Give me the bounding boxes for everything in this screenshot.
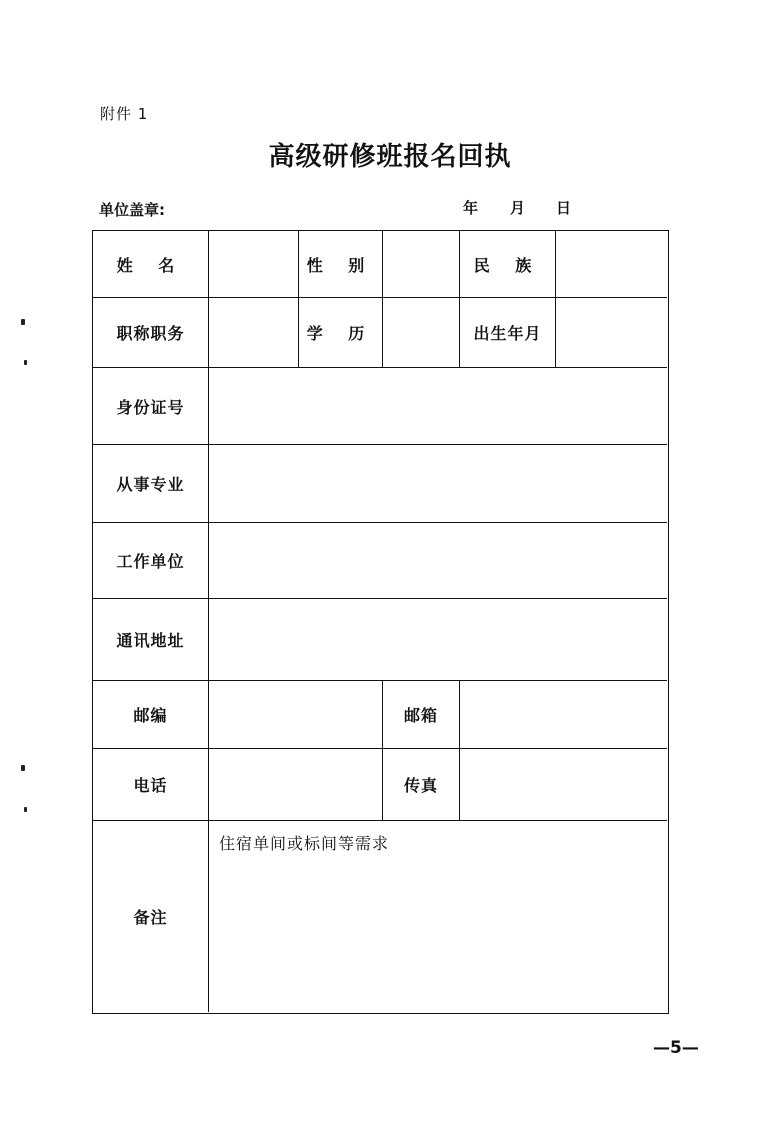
birth-date-label: 出生年月: [460, 298, 556, 368]
birth-date-field[interactable]: [556, 298, 667, 368]
education-field[interactable]: [383, 298, 460, 368]
date-month-label: 月: [510, 199, 526, 217]
email-field[interactable]: [460, 681, 667, 749]
education-label: 学 历: [299, 298, 383, 368]
name-field[interactable]: [209, 231, 299, 298]
profession-label: 从事专业: [93, 445, 209, 523]
margin-mark: [21, 319, 25, 325]
margin-mark: [21, 765, 25, 771]
unit-seal-label: 单位盖章:: [99, 201, 165, 219]
address-field[interactable]: [209, 599, 667, 681]
ethnicity-field[interactable]: [556, 231, 667, 298]
profession-field[interactable]: [209, 445, 667, 523]
form-title: 高级研修班报名回执: [268, 142, 512, 172]
ethnicity-label: 民 族: [460, 231, 556, 298]
title-position-field[interactable]: [209, 298, 299, 368]
gender-field[interactable]: [383, 231, 460, 298]
gender-label: 性 别: [299, 231, 383, 298]
address-label: 通讯地址: [93, 599, 209, 681]
id-number-label: 身份证号: [93, 368, 209, 445]
postcode-label: 邮编: [93, 681, 209, 749]
attachment-label: 附件 1: [100, 105, 149, 123]
page-number: —5—: [653, 1038, 699, 1058]
fax-label: 传真: [383, 749, 460, 821]
remarks-field[interactable]: 住宿单间或标间等需求: [209, 821, 667, 1012]
fax-field[interactable]: [460, 749, 667, 821]
registration-form-table: [92, 230, 669, 1014]
id-number-field[interactable]: [209, 368, 667, 445]
phone-field[interactable]: [209, 749, 383, 821]
date-year-label: 年: [463, 199, 479, 217]
title-position-label: 职称职务: [93, 298, 209, 368]
postcode-field[interactable]: [209, 681, 383, 749]
name-label: 姓 名: [93, 231, 209, 298]
date-day-label: 日: [556, 199, 572, 217]
margin-mark: [24, 807, 27, 812]
phone-label: 电话: [93, 749, 209, 821]
workplace-field[interactable]: [209, 523, 667, 599]
email-label: 邮箱: [383, 681, 460, 749]
workplace-label: 工作单位: [93, 523, 209, 599]
remarks-label: 备注: [93, 821, 209, 1012]
margin-mark: [24, 360, 27, 365]
